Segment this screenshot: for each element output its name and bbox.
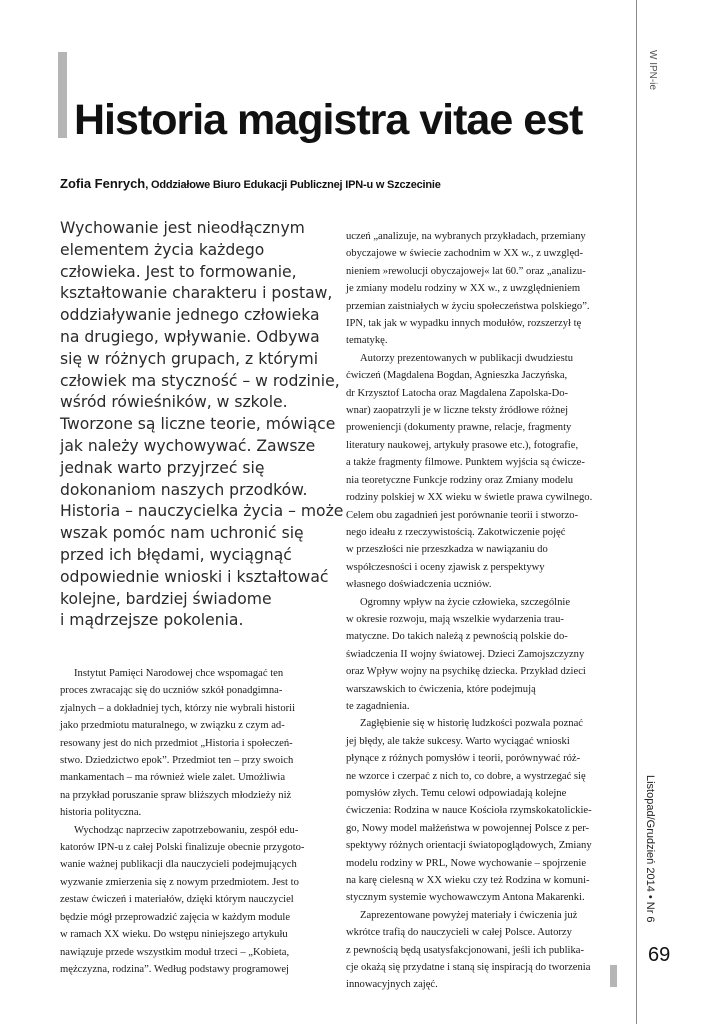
body-line: resowany jest do nich przedmiot „Historia i społeczeń- (60, 737, 293, 749)
body-line: nieniem »rewolucji obyczajowej« lat 60.” oraz „analizu- (346, 265, 586, 277)
body-line: mankamentach – ma również wiele zalet. Umożliwia (60, 772, 286, 784)
body-line: zestaw ćwiczeń i materiałów, dzięki którym nauczyciel (60, 894, 294, 906)
body-line: rodziny polskiej w XX wieku w świetle prawa cywilnego. (346, 492, 593, 504)
body-line: przemian zaistniałych w życiu społeczeństwa polskiego”. (346, 300, 590, 312)
body-line: ćwiczeń (Magdalena Bogdan, Agnieszka Jaczyńska, (346, 370, 568, 382)
body-line: Zagłębienie się w historię ludzkości pozwala poznać (360, 718, 583, 730)
body-line: literatury naukowej, artykuły prasowe etc.), fotografie, (346, 439, 579, 451)
body-line: proces zwracając się do uczniów szkół ponadgimna- (60, 685, 283, 697)
body-line: stwo. Dziedzictwo epok”. Przedmiot ten – przy swoich (60, 755, 294, 767)
lead-line: jak należy wychowywać. Zawsze (60, 436, 316, 455)
lead-line: odpowiednie wnioski i kształtować (60, 567, 329, 586)
footer-accent-bar (610, 965, 617, 987)
body-line: Zaprezentowane powyżej materiały i ćwiczenia już (360, 909, 578, 921)
body-line: wkrótce trafią do nauczycieli w całej Polsce. Autorzy (346, 927, 572, 939)
body-line: wnar) zaopatrzyli je w liczne teksty źródłowe różnej (346, 405, 569, 417)
body-line: będzie mógł przeprowadzić zajęcia w każdym module (60, 911, 291, 923)
issue-label: Listopad/Grudzień 2014 • Nr 6 (644, 775, 656, 923)
author-name: Zofia Fenrych (60, 176, 146, 191)
body-line: własnego doświadczenia uczniów. (346, 579, 492, 591)
body-line: obyczajowe w świecie zachodnim w XX w., z uwzględ- (346, 248, 583, 260)
body-line: jej błędy, ale także sukcesy. Warto wyciągać wnioski (346, 735, 570, 747)
lead-line: elementem życia każdego (60, 240, 265, 259)
body-line: spektywy różnych orientacji światopoglądowych, Zmiany (346, 840, 592, 852)
body-line: je zmiany modelu rodziny w XX w., z uwzględnieniem (346, 283, 581, 295)
body-line: cje okażą się przydatne i staną się inspiracją do tworzenia (346, 962, 591, 974)
lead-line: kształtowanie charakteru i postaw, (60, 284, 333, 303)
lead-line: na drugiego, wpływanie. Odbywa (60, 327, 320, 346)
lead-line: Tworzone są liczne teorie, mówiące (60, 415, 336, 434)
body-column-right (346, 228, 616, 994)
lead-line: przed ich błędami, wyciągnąć (60, 545, 292, 564)
body-line: z pewnością będą usatysfakcjonowani, jeśli ich publika- (346, 944, 584, 956)
body-line: Ogromny wpływ na życie człowieka, szczególnie (360, 596, 571, 608)
body-line: na przykład poruszanie spraw bliższych młodzieży niż (60, 789, 292, 801)
body-line: te zagadnienia. (346, 700, 410, 712)
body-line: płynące z różnych pomysłów i teorii, porównywać róż- (346, 753, 581, 765)
body-line: innowacyjnych zajęć. (346, 979, 438, 991)
lead-line: wśród rówieśników, w szkole. (60, 393, 288, 412)
lead-line: wszak pomóc nam uchronić się (60, 524, 304, 543)
body-line: świadczenia II wojny światowej. Dzieci Zamojszczyzny (346, 648, 585, 660)
byline (60, 176, 441, 191)
body-line: na karę cielesną w XX wieku czy też Rodzina w komuni- (346, 875, 590, 887)
body-line: tematykę. (346, 335, 388, 347)
body-line: Autorzy prezentowanych w publikacji dwudziestu (360, 352, 573, 364)
lead-line: się w różnych grupach, z którymi (60, 349, 319, 368)
body-line: dr Krzysztof Latocha oraz Magdalena Zapolska-Do- (346, 387, 569, 399)
body-line: nego ideału z rzeczywistością. Zakotwiczenie pojęć (346, 526, 566, 538)
body-line: zjalnych – a dokładniej tych, którzy nie wybrali historii (60, 702, 296, 714)
body-line: ćwiczenia: Rodzina w nauce Kościoła rzymskokatolickie- (346, 805, 592, 817)
lead-line: człowieka. Jest to formowanie, (60, 262, 297, 281)
lead-line: dokonaniom naszych przodków. (60, 480, 308, 499)
body-line: go, Nowy model małżeństwa w powojennej Polsce z per- (346, 822, 590, 834)
body-column-left (60, 665, 330, 978)
page-number: 69 (648, 944, 671, 966)
body-line: modelu rodziny w PRL, Nowe wychowanie – spojrzenie (346, 857, 587, 869)
body-line: a także fragmenty filmowe. Punktem wyjścia są ćwicze- (346, 457, 585, 469)
margin-rule (636, 0, 637, 1024)
body-line: wanie ważnej publikacji dla nauczycieli podejmujących (60, 859, 297, 871)
body-line: warszawskich to ćwiczenia, które podejmują (346, 683, 536, 695)
lead-line: i mądrzejsze pokolenia. (60, 611, 244, 630)
lead-line: Wychowanie jest nieodłącznym (60, 219, 305, 237)
body-line: matyczne. Do takich należą z pewnością polskie do- (346, 631, 568, 643)
lead-line: oddziaływanie jednego człowieka (60, 306, 320, 325)
body-line: współczesności i oceny zjawisk z perspektywy (346, 561, 545, 573)
body-line: w przeszłości nie przeszkadza w nawiązaniu do (346, 544, 548, 556)
lead-line: kolejne, bardziej świadome (60, 589, 272, 608)
body-line: proweniencji (dokumenty prawne, relacje, fragmenty (346, 422, 572, 434)
lead-line: Historia – nauczycielka życia – może (60, 502, 344, 521)
lead-line: człowiek ma styczność – w rodzinie, (60, 371, 340, 390)
article-title: Historia magistra vitae est (74, 96, 583, 144)
body-line: Instytut Pamięci Narodowej chce wspomagać ten (74, 668, 284, 679)
body-line: katorów IPN-u z całej Polski finalizuje obecnie przygoto- (60, 842, 305, 854)
body-line: uczeń „analizuje, na wybranych przykładach, przemiany (346, 231, 586, 242)
author-affiliation: , Oddziałowe Biuro Edukacji Publicznej IPN-u w Szczecinie (145, 179, 441, 191)
lead-paragraph (60, 218, 344, 632)
body-line: oraz Wpływ wojny na psychikę dziecka. Przykład dzieci (346, 666, 586, 678)
body-line: w ramach XX wieku. Do wstępu niniejszego artykułu (60, 929, 288, 941)
body-line: wyzwanie zmierzenia się z nowym przedmiotem. Jest to (60, 876, 299, 888)
body-line: IPN, tak jak w wypadku innych modułów, rozszerzył tę (346, 318, 582, 330)
title-accent-bar (58, 52, 67, 138)
body-line: nawiązuje przede wszystkim moduł trzeci – „Kobieta, (60, 946, 290, 958)
body-line: Celem obu zagadnień jest porównanie teorii i stworzo- (346, 509, 579, 521)
body-line: ne wzorce i czerpać z nich to, co dobre, a wystrzegać się (346, 770, 586, 782)
lead-line: jednak warto przyjrzeć się (60, 458, 265, 477)
section-label: W IPN-ie (647, 50, 658, 90)
body-line: historia polityczna. (60, 807, 142, 819)
body-line: w okresie rozwoju, mają wszelkie wydarzenia trau- (346, 613, 564, 625)
body-line: Wychodząc naprzeciw zapotrzebowaniu, zespół edu- (74, 824, 299, 836)
body-line: mężczyzna, rodzina”. Według podstawy programowej (60, 963, 289, 975)
body-line: nia teoretyczne Funkcje rodziny oraz Zmiany modelu (346, 474, 574, 486)
body-line: stycznym systemie wychowawczym Antona Makarenki. (346, 892, 585, 904)
body-line: jako przedmiotu maturalnego, w związku z czym ad- (60, 720, 285, 732)
body-line: pomysłów złych. Temu celowi odpowiadają kolejne (346, 788, 567, 799)
